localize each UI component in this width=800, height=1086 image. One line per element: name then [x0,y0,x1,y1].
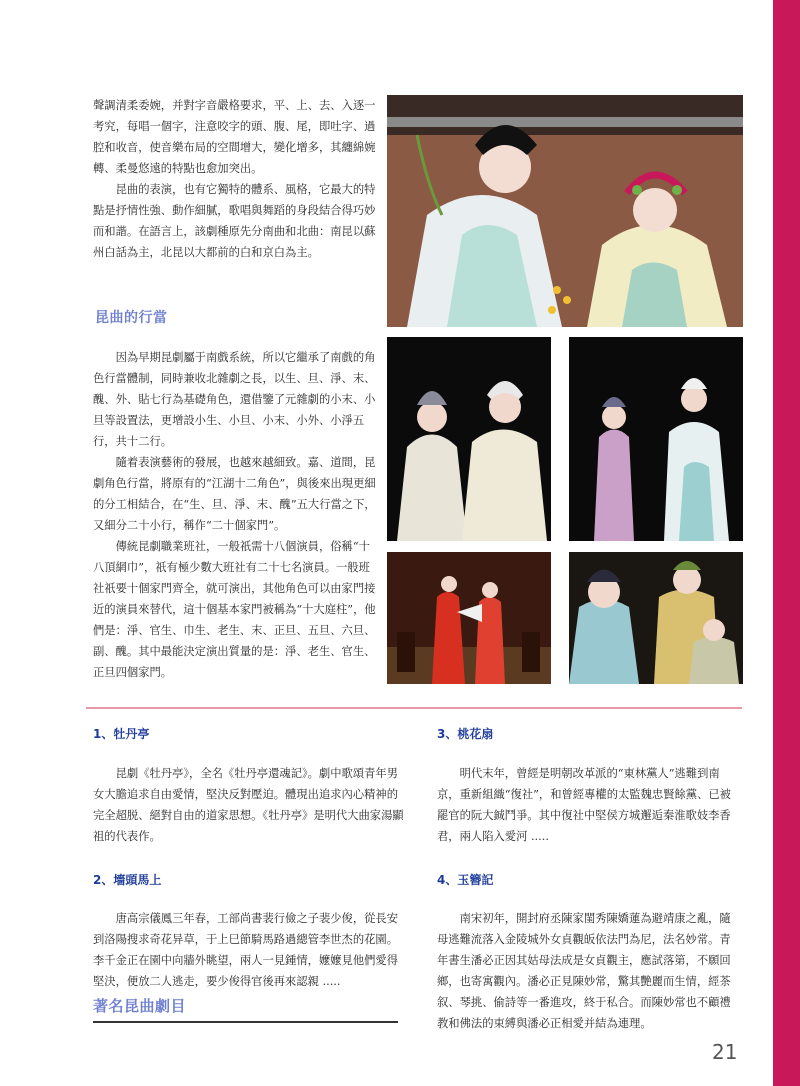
roles-paragraph: 傳統昆劇職業班社，一般祇需十八個演員，俗稱“十八頂網巾”，祇有極少數大班社有二十七名演員。一般班社祇要十個家門齊全，就可演出，其他角色可以由家門接近的演員來替代，這十個基本家門被稱為“十大庭柱”，他們是：淨、官生、巾生、老生、末、正旦、五旦、六旦、副、醜。其中最能決定演出質量的是：淨、老生、官生、正旦四個家門。 [93,540,376,679]
play-paragraph: 南宋初年，開封府丞陳家閨秀陳嬌蓮為避靖康之亂，隨母逃難流落入金陵城外女貞觀皈依法門為尼，法名妙常。青年書生潘必正因其姑母法成是女貞觀主，應試落第，不願回鄉，也寄寓觀內。潘必正見陳妙常，驚其艷麗而生情，經茶叙、琴挑、偷詩等一番進攻，終于私合。而陳妙常也不顧禮教和佛法的束縛與潘必正相愛并結為連理。 [437,912,731,1030]
play-title-yuzanji: 4、玉簪記 [437,873,494,887]
section-heading-famous-plays: 著名昆曲劇目 [93,997,187,1015]
play-title-mudanting: 1、牡丹亭 [93,727,150,741]
photo-stage-couple-left [387,337,551,541]
photo-stage-fan-scene [387,552,551,684]
section-heading-roles: 昆曲的行當 [95,310,168,326]
intro-paragraph: 聲調清柔委婉，并對字音嚴格要求，平、上、去、入逐一考究，每唱一個字，注意咬字的頭、腹、尾，即吐字、過腔和收音，使音樂布局的空間增大，變化增多，其纏綿婉轉、柔曼悠遠的特點也愈加突出。 [93,99,376,175]
play-description-yuzanji [437,908,742,1034]
page-edge-accent-bar [773,0,800,1086]
play-title-taohuashan: 3、桃花扇 [437,727,494,741]
heading-underline [93,1021,398,1023]
play-title-qiangtoumashang: 2、墻頭馬上 [93,873,162,887]
roles-text-block [93,347,381,683]
play-description-qiangtoumashang [93,908,405,992]
roles-paragraph: 因為早期昆劇屬于南戲系統，所以它繼承了南戲的角色行當體制，同時兼收北雜劇之長，以生、旦、淨、末、醜、外、貼七行為基礎角色，還借鑒了元雜劇的小末、小旦等設置法，更增設小生、小旦、小末、小外、小淨五行，共十二行。 [93,351,376,448]
play-paragraph: 昆劇《牡丹亭》，全名《牡丹亭還魂記》。劇中歌頌青年男女大膽追求自由愛情，堅決反對壓迫。體現出追求內心精神的完全超脱、絕對自由的道家思想。《牡丹亭》是明代大曲家湯顯祖的代表作。 [93,767,404,843]
photo-kunqu-performers-hero [387,95,743,327]
intro-text-block [93,95,381,263]
photo-stage-three-performers [569,552,743,684]
roles-paragraph: 隨着表演藝術的發展，也越來越細致。嘉、道間，昆劇角色行當，將原有的“江湖十二角色”，與後來出現更細的分工相結合，在“生、旦、淨、末、醜”五大行當之下，又細分二十小行，稱作“二十個家門”。 [93,456,376,532]
play-description-mudanting [93,763,405,847]
section-divider [86,707,742,709]
page-number: 21 [712,1040,738,1064]
intro-paragraph: 昆曲的表演，也有它獨特的體系、風格，它最大的特點是抒情性強、動作細膩，歌唱與舞蹈的身段結合得巧妙而和諧。在語言上，該劇種原先分南曲和北曲：南昆以蘇州白話為主，北昆以大都前的白和京白為主。 [93,183,376,259]
photo-stage-couple-right [569,337,743,541]
play-paragraph: 明代末年，曾經是明朝改革派的“東林黨人”逃難到南京，重新組織“復社”，和曾經專權的太監魏忠賢餘黨、已被罷官的阮大鋮鬥爭。其中復社中堅侯方城邂逅秦淮歌妓李香君，兩人陷入愛河 ..... [437,767,731,843]
play-paragraph: 唐高宗儀鳳三年春，工部尚書裴行儉之子裴少俊，從長安到洛陽搜求奇花异草，于上巳節騎馬路過總管李世杰的花園。李千金正在園中向牆外眺望，兩人一見鍾情，嬤嬤見他們愛得堅決，便放二人逃走，要少俊得官後再來認親 ..... [93,912,399,988]
play-description-taohuashan [437,763,742,847]
